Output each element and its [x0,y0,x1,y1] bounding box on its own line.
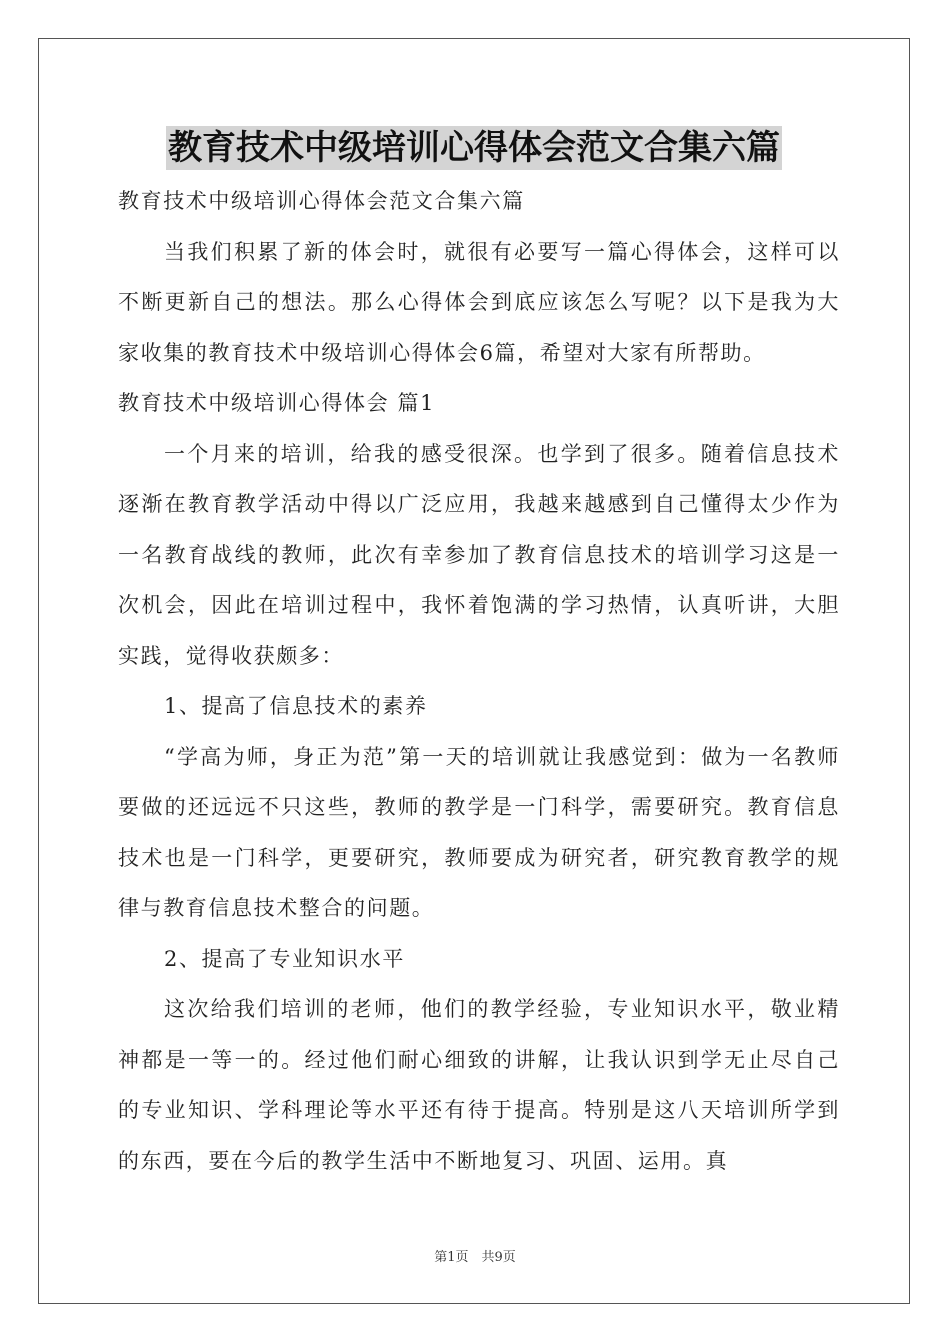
body-paragraph: 一个月来的培训，给我的感受很深。也学到了很多。随着信息技术逐渐在教育教学活动中得以广泛应用，我越来越感到自己懂得太少作为一名教育战线的教师，此次有幸参加了教育信息技术的培训学习这是一次机会，因此在培训过程中，我怀着饱满的学习热情，认真听讲，大胆实践，觉得收获颇多： [118,441,840,668]
title-wrap [118,126,830,170]
page-footer: 第1页 共9页 [434,1250,516,1265]
subheading: 1、提高了信息技术的素养 [164,694,428,718]
page-title: 教育技术中级培训心得体会范文合集六篇 [168,128,780,168]
section-heading: 教育技术中级培训心得体会 篇1 [118,391,436,415]
body-paragraph: 这次给我们培训的老师，他们的教学经验，专业知识水平，敬业精神都是一等一的。经过他们耐心细致的讲解，让我认识到学无止尽自己的专业知识、学科理论等水平还有待于提高。特别是这八天培训所学到的东西，要在今后的教学生活中不断地复习、巩固、运用。真 [118,997,840,1173]
subheading: 2、提高了专业知识水平 [164,946,405,971]
subtitle-line: 教育技术中级培训心得体会范文合集六篇 [118,189,525,213]
body-paragraph: “学高为师，身正为范”第一天的培训就让我感觉到：做为一名教师要做的还远远不只这些，教师的教学是一门科学，需要研究。教育信息技术也是一门科学，更要研究，教师要成为研究者，研究教育教学的规律与教育信息技术整合的问题。 [118,744,840,920]
document-body [118,176,840,1186]
intro-paragraph: 当我们积累了新的体会时，就很有必要写一篇心得体会，这样可以不断更新自己的想法。那么心得体会到底应该怎么写呢？以下是我为大家收集的教育技术中级培训心得体会6篇，希望对大家有所帮助。 [118,239,840,365]
